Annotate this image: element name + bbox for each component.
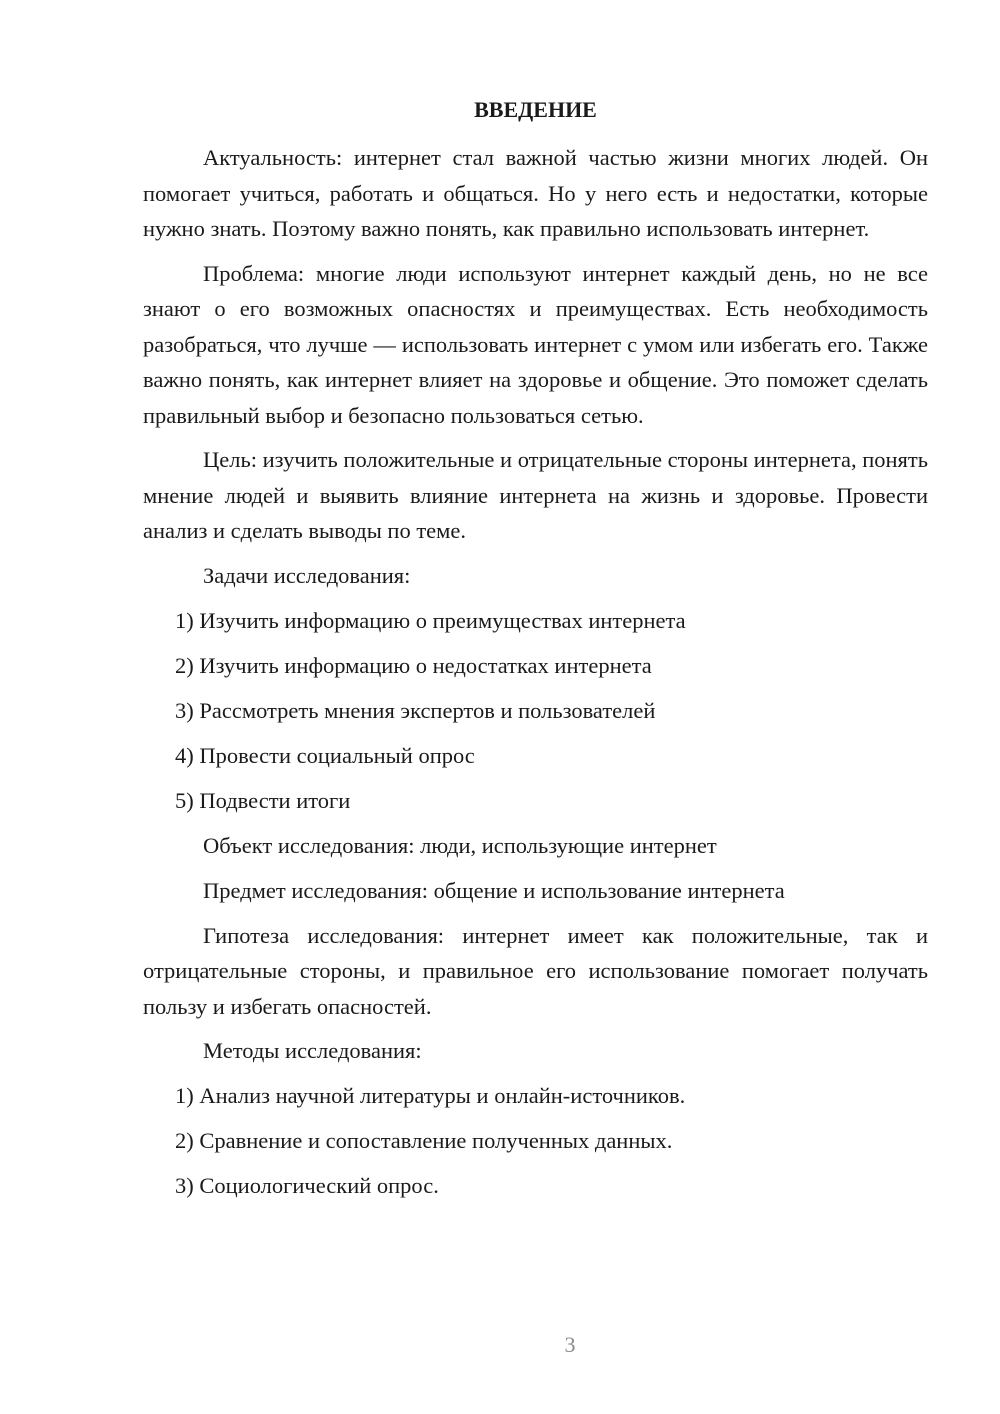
page-number: 3 bbox=[564, 1332, 576, 1357]
tasks-heading: Задачи исследования: bbox=[203, 562, 411, 588]
research-object: Объект исследования: люди, использующие интернет bbox=[203, 832, 717, 858]
relevance-paragraph: Актуальность: интернет стал важной частью жизни многих людей. Он помогает учиться, работать и общаться. Но у него есть и недостатки, которые нужно знать. Поэтому важно понять, как правильно использовать интернет. bbox=[143, 145, 928, 241]
task-item: 2) Изучить информацию о недостатках интернета bbox=[175, 652, 652, 678]
method-item: 3) Социологический опрос. bbox=[175, 1173, 439, 1198]
method-item: 1) Анализ научной литературы и онлайн-источников. bbox=[175, 1083, 686, 1108]
problem-paragraph: Проблема: многие люди используют интернет каждый день, но не все знают о его возможных опасностях и преимуществах. Есть необходимость разобраться, что лучше — использовать интернет с умом или избегать его. Также важно понять, как интернет влияет на здоровье и общение. Это поможет сделать правильный выбор и безопасно пользоваться сетью. bbox=[143, 260, 928, 428]
section-title: ВВЕДЕНИЕ bbox=[474, 97, 597, 122]
task-item: 1) Изучить информацию о преимуществах интернета bbox=[175, 607, 686, 633]
research-subject: Предмет исследования: общение и использование интернета bbox=[203, 877, 785, 903]
method-item: 2) Сравнение и сопоставление полученных данных. bbox=[175, 1128, 673, 1153]
task-item: 5) Подвести итоги bbox=[175, 787, 351, 813]
methods-list bbox=[143, 1078, 928, 1204]
task-item: 4) Провести социальный опрос bbox=[175, 742, 475, 768]
goal-paragraph: Цель: изучить положительные и отрицательные стороны интернета, понять мнение людей и выявить влияние интернета на жизнь и здоровье. Провести анализ и сделать выводы по теме. bbox=[143, 447, 928, 543]
page-content bbox=[143, 92, 928, 1213]
hypothesis-paragraph: Гипотеза исследования: интернет имеет как положительные, так и отрицательные стороны, и правильное его использование помогает получать пользу и избегать опасностей. bbox=[143, 922, 928, 1019]
tasks-list bbox=[143, 603, 928, 819]
task-item: 3) Рассмотреть мнения экспертов и пользователей bbox=[175, 697, 656, 723]
methods-heading: Методы исследования: bbox=[203, 1038, 422, 1063]
